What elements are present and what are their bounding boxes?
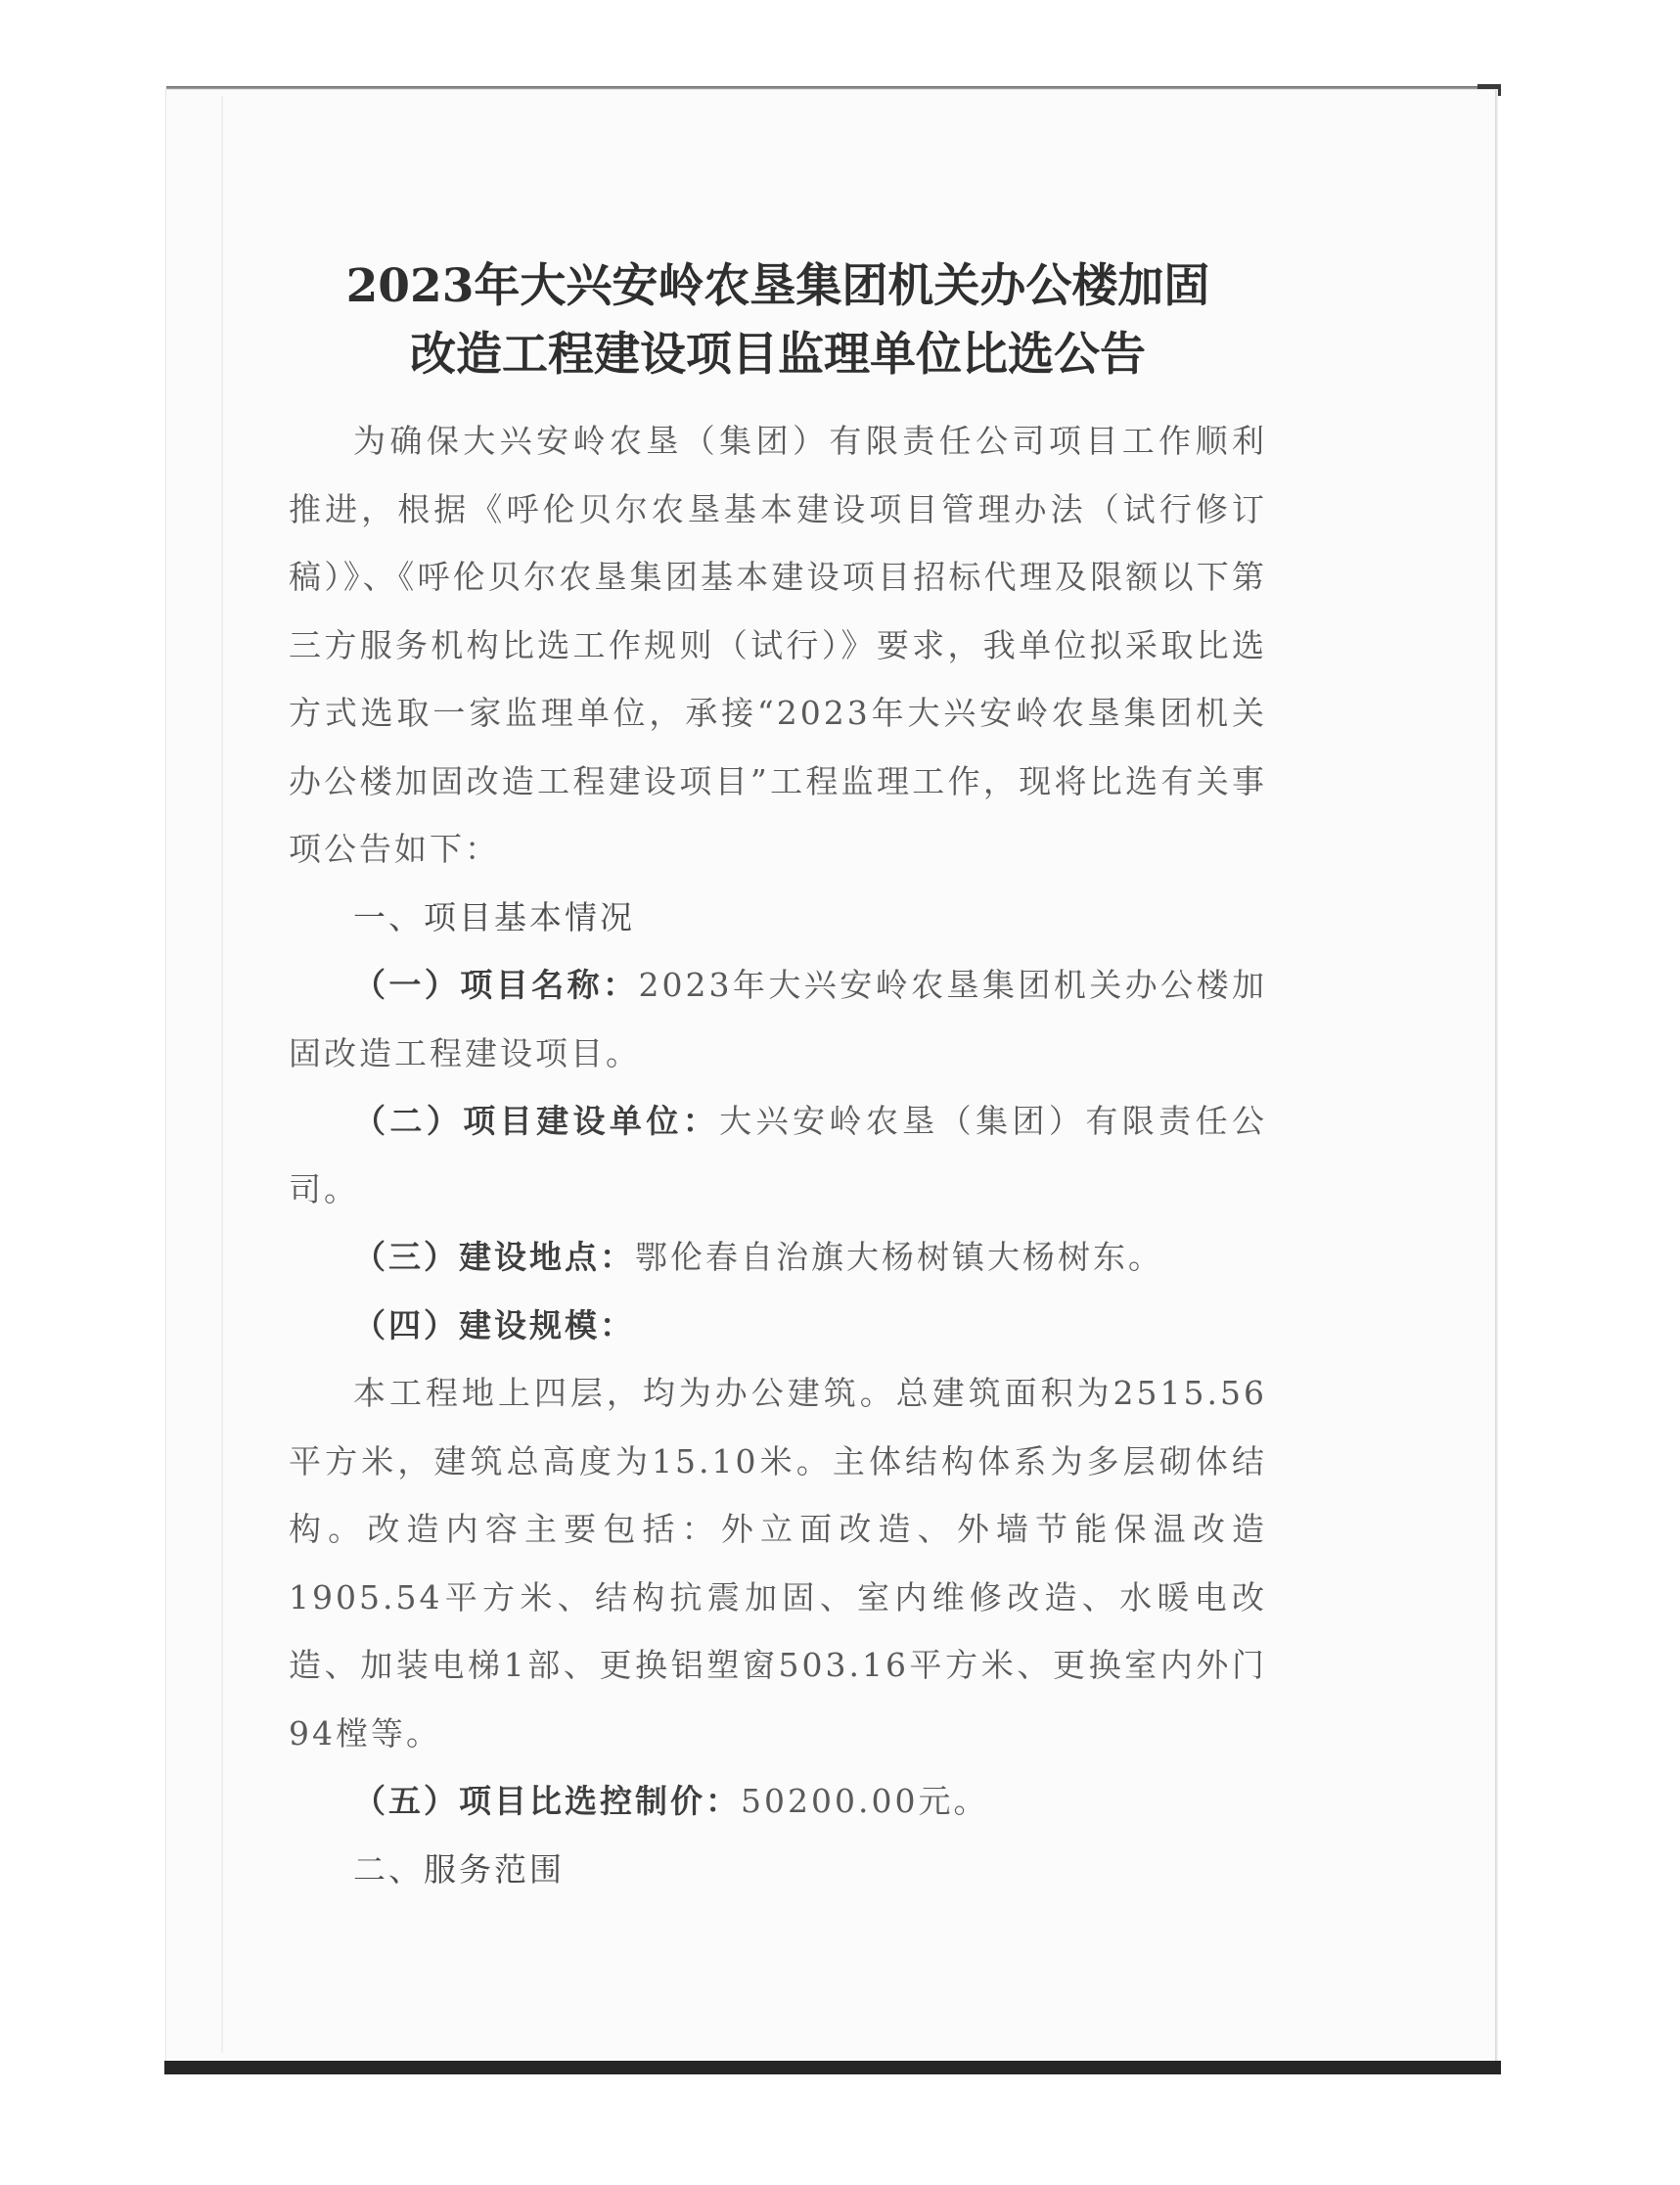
scan-right-edge (1495, 90, 1498, 2069)
item-control-price-value: 50200.00元。 (741, 1782, 989, 1820)
document-body (289, 252, 1267, 1903)
title-line-1: 2023年大兴安岭农垦集团机关办公楼加固 (345, 259, 1210, 313)
item-location-label: （三）建设地点： (353, 1238, 635, 1276)
item-location-value: 鄂伦春自治旗大杨树镇大杨树东。 (635, 1238, 1163, 1276)
item-project-name (289, 951, 1267, 1087)
section-2-heading: 二、服务范围 (353, 1849, 565, 1889)
item-control-price (289, 1767, 1267, 1836)
document-title (289, 252, 1267, 389)
scan-bottom-edge (164, 2061, 1501, 2074)
item-scale-label: （四）建设规模： (353, 1305, 635, 1344)
paper-fold-line (221, 96, 223, 2053)
item-construction-unit (289, 1087, 1267, 1223)
item-project-name-value: 2023年大兴安岭农垦集团机关办公楼加固改造工程建设项目。 (289, 966, 1267, 1072)
item-scale (289, 1292, 1267, 1360)
intro-paragraph: 为确保大兴安岭农垦（集团）有限责任公司项目工作顺利推进，根据《呼伦贝尔农垦基本建设项目管理办法（试行修订稿）》、《呼伦贝尔农垦集团基本建设项目招标代理及限额以下第三方服务机构比选工作规则（试行）》要求，我单位拟采取比选方式选取一家监理单位，承接“2023年大兴安岭农垦集团机关办公楼加固改造工程建设项目”工程监理工作，现将比选有关事项公告如下： (289, 422, 1267, 868)
title-line-2: 改造工程建设项目监理单位比选公告 (410, 328, 1146, 382)
scale-paragraph: 本工程地上四层，均为办公建筑。总建筑面积为2515.56平方米，建筑总高度为15.10米。主体结构体系为多层砌体结构。改造内容主要包括：外立面改造、外墙节能保温改造1905.54平方米、结构抗震加固、室内维修改造、水暖电改造、加装电梯1部、更换铝塑窗503.16平方米、更换室内外门94樘等。 (289, 1374, 1267, 1753)
item-project-name-label: （一）项目名称： (353, 966, 639, 1004)
item-construction-unit-value: 大兴安岭农垦（集团）有限责任公司。 (289, 1102, 1268, 1208)
item-control-price-label: （五）项目比选控制价： (353, 1782, 741, 1820)
item-location (289, 1223, 1267, 1292)
section-1-heading: 一、项目基本情况 (353, 897, 635, 936)
item-construction-unit-label: （二）项目建设单位： (353, 1102, 720, 1140)
